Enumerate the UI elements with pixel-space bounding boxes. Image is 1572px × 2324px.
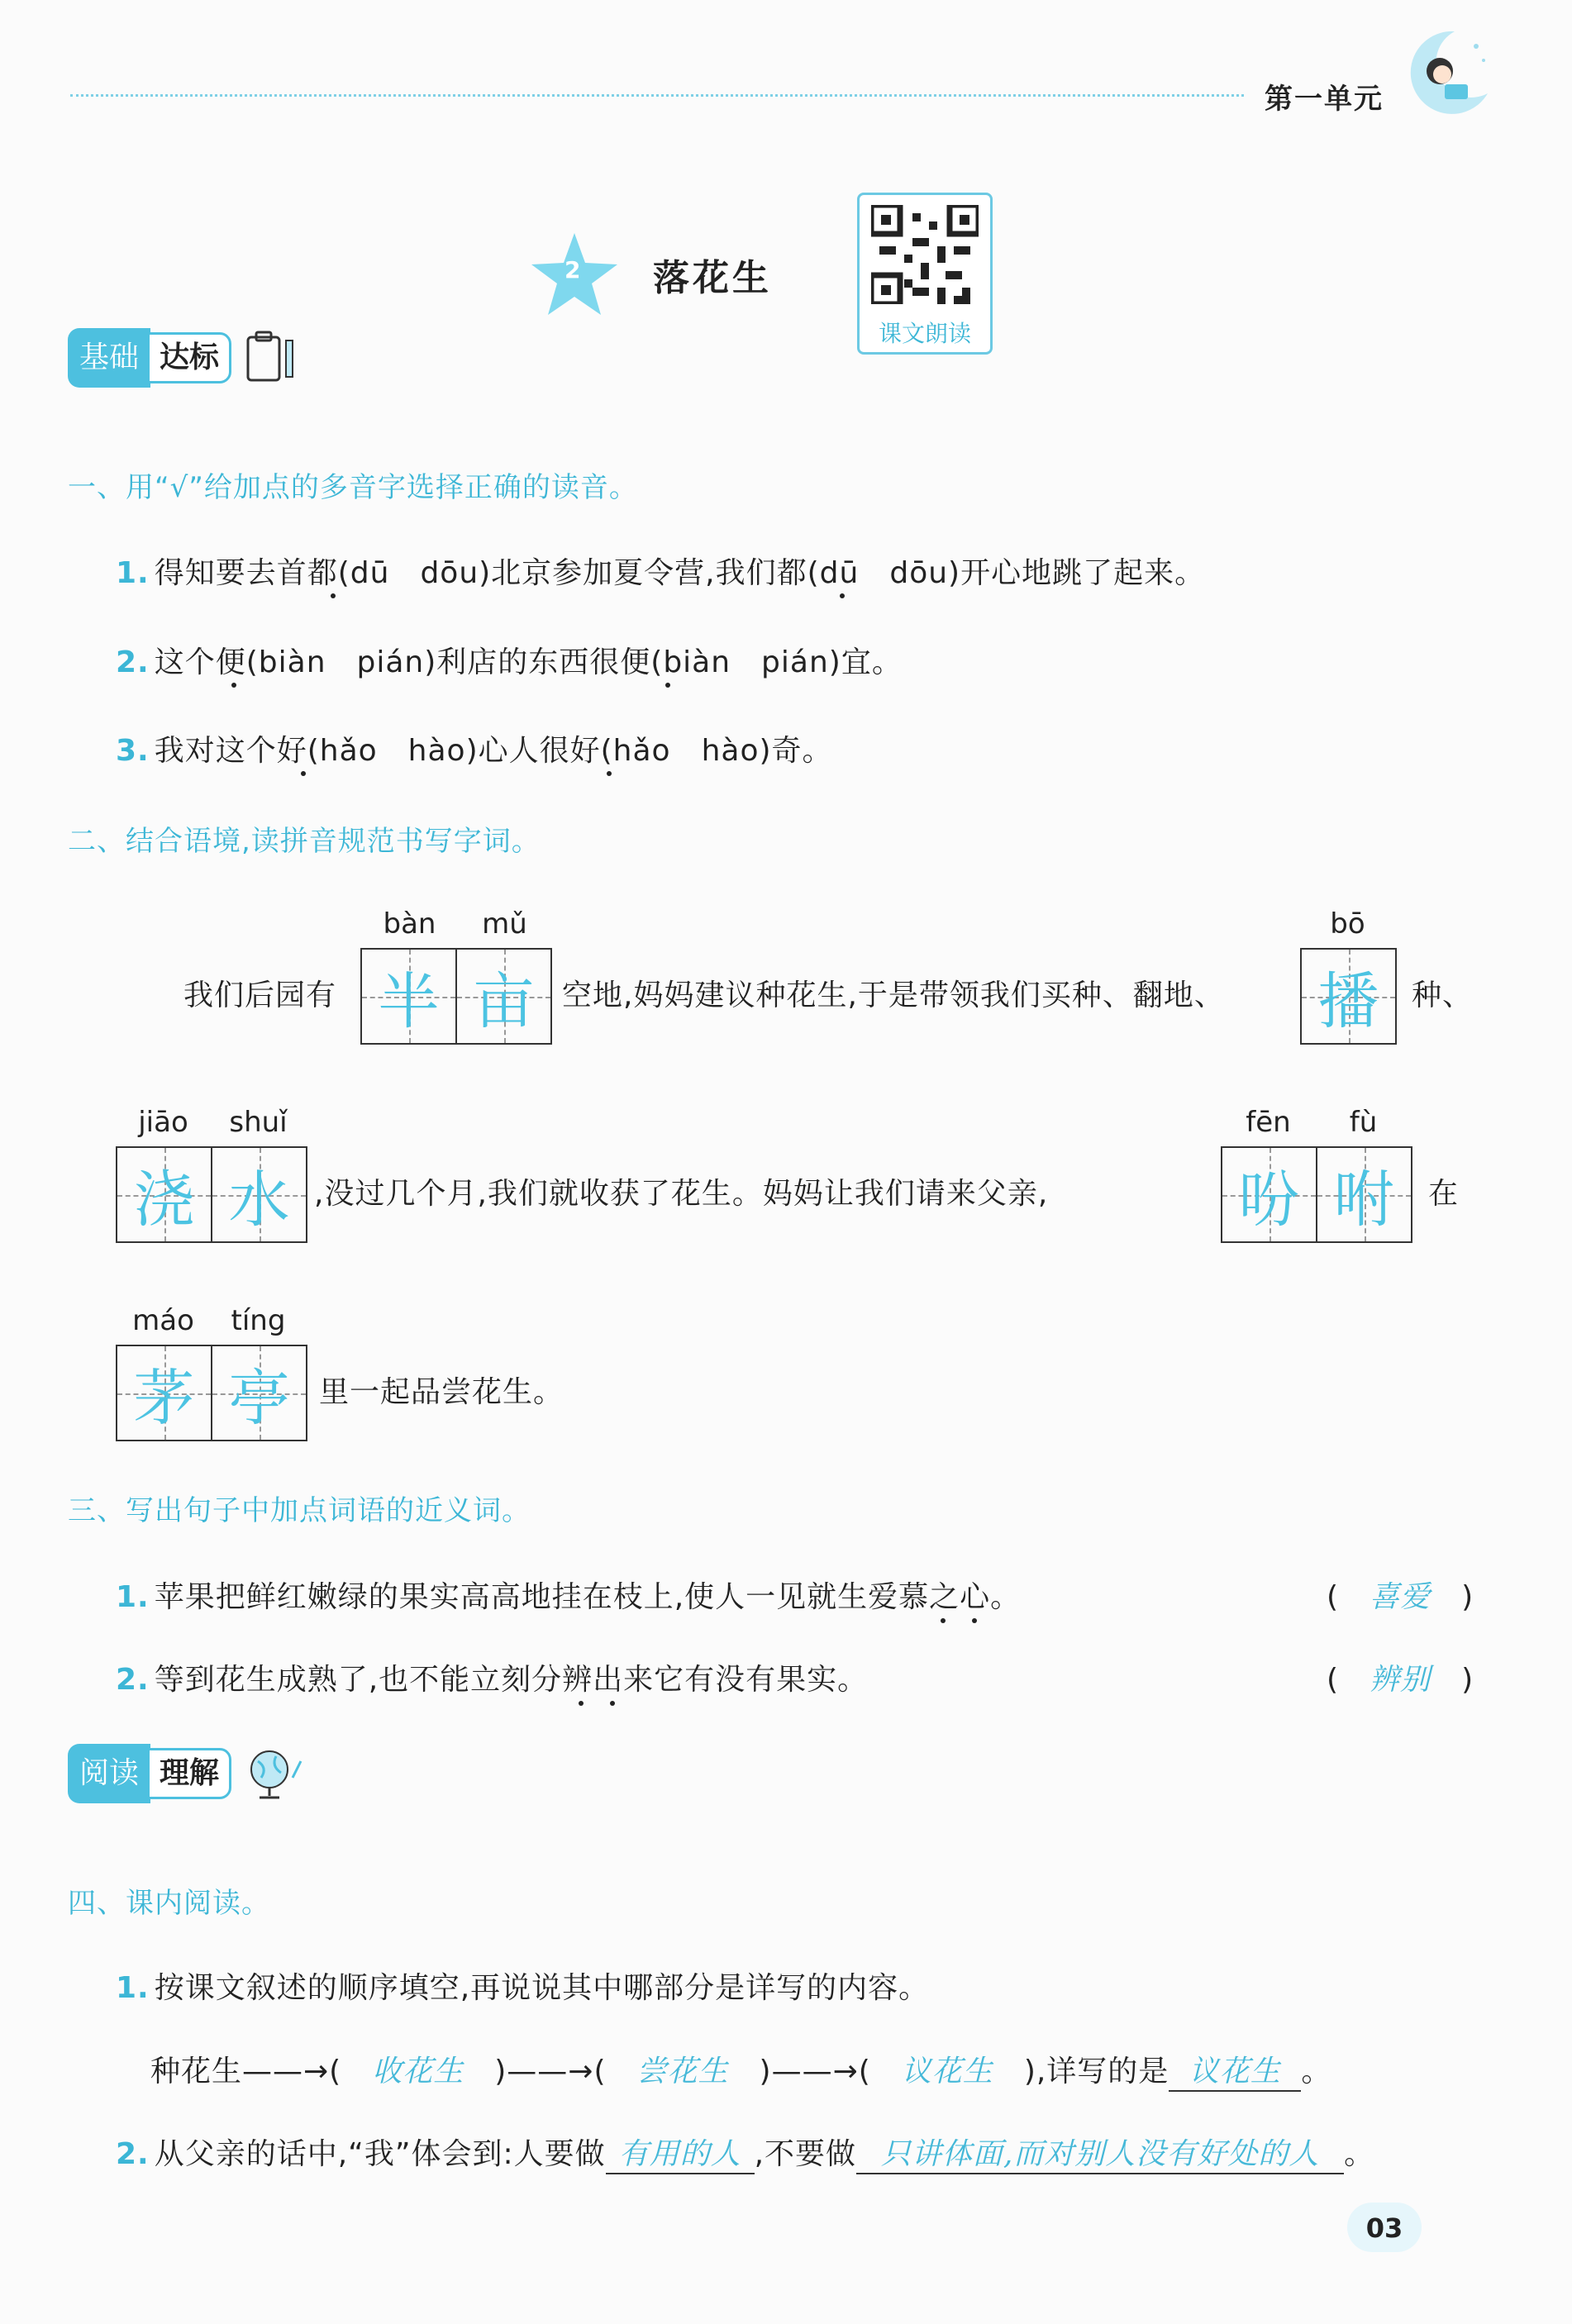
section-badge-basic [68,328,301,388]
emphasis-dot [941,1618,946,1623]
header-divider [70,94,1244,97]
badge-main: 基础 [68,328,150,388]
emphasis-dot [301,771,306,776]
grid-cell: 茅 [117,1346,211,1440]
question1-item1 [116,550,1205,592]
pinyin: bàn [383,907,436,941]
emphasis-dot [579,1701,584,1706]
moon-girl-icon [1397,23,1496,126]
clipboard-pencil-icon [243,329,301,387]
writing-grid[interactable] [1221,1146,1412,1243]
emphasis-dot [231,683,236,688]
question1-item2 [116,639,903,681]
pinyin: shuǐ [229,1106,288,1139]
writing-grid[interactable] [1300,948,1397,1045]
pinyin: fēn [1246,1106,1291,1139]
item-text: 等到花生成熟了,也不能立刻分辨出来它有没有果实。 [154,1663,869,1697]
badge-sub: 达标 [147,332,231,383]
emphasis-dot [972,1618,977,1623]
pinyin: máo [132,1304,194,1337]
answer-bracket: ( 辨别 ) [1327,1663,1474,1697]
question1-item3 [116,727,833,769]
pinyin: mǔ [482,907,527,941]
section-badge-reading [68,1744,309,1803]
item-text: 按课文叙述的顺序填空,再说说其中哪部分是详写的内容。 [154,1971,930,2005]
grid-cell: 亭 [211,1346,306,1440]
lesson-title: 落花生 [653,257,772,299]
page-number: 03 [1365,2212,1403,2244]
question2-title: 二、结合语境,读拼音规范书写字词。 [68,825,541,858]
writing-grid[interactable] [116,1345,307,1441]
question4-item2 [116,2131,1374,2174]
item-text: 苹果把鲜红嫩绿的果实高高地挂在枝上,使人一见就生爱慕之心。 [154,1580,1022,1614]
sentence-part: 空地,妈妈建议种花生,于是带领我们买种、翻地、 [562,979,1225,1012]
handwritten-answer: 议花生 [901,2055,993,2088]
item-number: 2. [116,1663,150,1697]
item-text: 这个便(biàn pián)利店的东西很便(biàn pián)宜。 [154,645,903,679]
item-text: 我对这个好(hǎo hào)心人很好(hǎo hào)奇。 [154,734,833,768]
grid-cell: 播 [1302,950,1395,1043]
item-number: 2. [116,2137,150,2171]
qr-code[interactable] [857,193,993,355]
sequence-start: 种花生 [150,2055,243,2088]
question4-title: 四、课内阅读。 [68,1887,270,1920]
item-number: 2. [116,645,150,679]
emphasis-dot [665,683,670,688]
answer-blank[interactable]: 只讲体面,而对别人没有好处的人 [856,2131,1344,2174]
answer-blank[interactable]: 议花生 [1169,2048,1301,2092]
period: 。 [1301,2055,1332,2088]
question3-title: 三、写出句子中加点词语的近义词。 [68,1494,531,1527]
answer-bracket: ( 喜爱 ) [1327,1580,1474,1614]
item-number: 1. [116,1971,150,2005]
sentence-part: 在 [1428,1177,1460,1211]
item-text: ,不要做 [754,2137,857,2171]
grid-cell: 水 [211,1148,306,1241]
emphasis-dot [610,1701,615,1706]
grid-cell: 吩 [1222,1148,1316,1241]
globe-icon [243,1745,309,1803]
qr-code-icon [871,205,979,304]
question3-item2 [116,1656,868,1698]
emphasis-dot [331,593,336,598]
grid-cell: 亩 [455,950,550,1043]
handwritten-answer: 收花生 [372,2055,464,2088]
handwritten-answer: 尝花生 [636,2055,729,2088]
handwritten-answer: 辨别 [1370,1663,1431,1697]
sentence-part: 我们后园有 [183,979,337,1012]
item-number: 1. [116,556,150,590]
badge-main: 阅读 [68,1744,150,1803]
handwritten-answer: 喜爱 [1370,1580,1431,1614]
question1-title: 一、用“√”给加点的多音字选择正确的读音。 [68,471,638,504]
answer-blank[interactable]: 有用的人 [606,2131,755,2174]
sentence-part: 种、 [1412,979,1474,1012]
sequence-line: 种花生——→( 收花生 )——→( 尝花生 )——→( 议花生 ),详写的是 议花生 。 [150,2048,1331,2092]
grid-cell: 半 [362,950,455,1043]
emphasis-dot [607,771,612,776]
item-number: 1. [116,1580,150,1614]
grid-cell: 浇 [117,1148,211,1241]
sentence-part: 里一起品尝花生。 [319,1375,564,1409]
pinyin: tíng [231,1304,286,1337]
item-number: 3. [116,734,150,768]
pinyin: bō [1330,907,1365,941]
item-text: 得知要去首都(dū dōu)北京参加夏令营,我们都(dū dōu)开心地跳了起来。 [154,556,1206,590]
item-text: 从父亲的话中,“我”体会到:人要做 [154,2137,606,2171]
sentence-part: ,没过几个月,我们就收获了花生。妈妈让我们请来父亲, [314,1177,1049,1211]
grid-cell: 咐 [1316,1148,1411,1241]
unit-label: 第一单元 [1265,83,1384,116]
period: 。 [1344,2137,1375,2171]
question3-item1 [116,1574,1021,1616]
qr-label: 课文朗读 [878,320,971,347]
writing-grid[interactable] [116,1146,307,1243]
lesson-number: 2 [564,256,581,283]
page-number-badge [1347,2203,1422,2252]
emphasis-dot [840,593,845,598]
pinyin: jiāo [138,1106,188,1139]
writing-grid[interactable] [360,948,552,1045]
badge-sub: 理解 [147,1748,231,1799]
question4-item1 [116,1964,929,2007]
pinyin: fù [1349,1106,1378,1139]
detail-label: ,详写的是 [1036,2055,1169,2088]
